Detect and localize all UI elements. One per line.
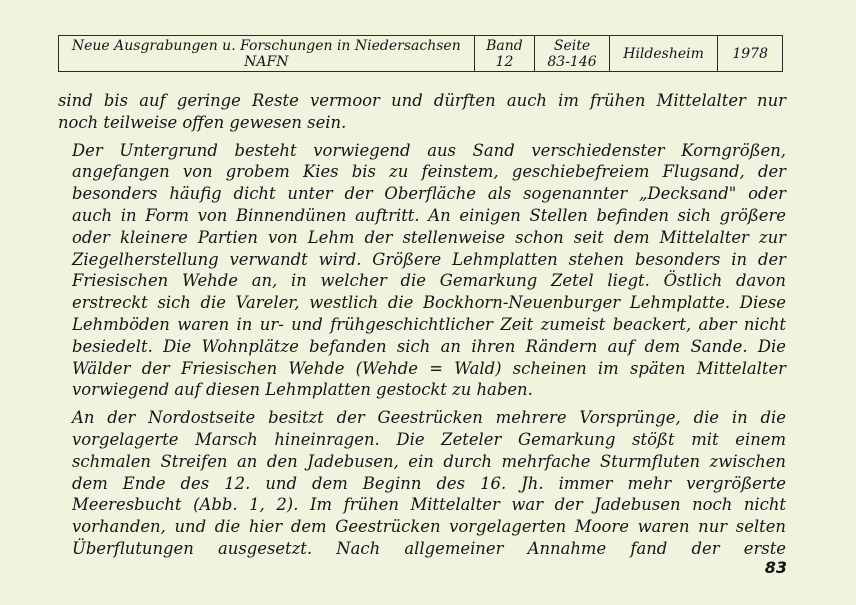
seite-cell: [535, 36, 609, 72]
text-line: erstreckt sich die Vareler, westlich die Bockhorn-Neuenburger Lehmplatte. Diese: [72, 293, 786, 313]
text-line: vorhanden, und die hier dem Geestrücken vorgelagerten Moore waren nur selten: [72, 517, 786, 537]
series-title-cell: [59, 36, 475, 72]
band-cell: [474, 36, 535, 72]
place-cell: [609, 36, 718, 72]
text-line: Lehmböden waren in ur- und frühgeschichtlicher Zeit zumeist beackert, aber nicht: [72, 314, 786, 334]
body-text: [58, 90, 786, 560]
text-line: angefangen von grobem Kies bis zu feinstem, geschiebefreiem Flugsand, der: [72, 162, 786, 182]
text-line: vorwiegend auf diesen Lehmplatten gestockt zu haben.: [72, 380, 533, 400]
text-line: Der Untergrund besteht vorwiegend aus Sand verschiedenster Korngrößen,: [72, 140, 786, 160]
band-value: 12: [495, 53, 514, 70]
series-abbreviation: NAFN: [244, 53, 289, 70]
paragraph-2: [58, 140, 786, 402]
text-line: Wälder der Friesischen Wehde (Wehde = Wald) scheinen im späten Mittelalter: [72, 358, 786, 378]
publication-year: 1978: [732, 45, 768, 62]
text-line: Überflutungen ausgesetzt. Nach allgemeiner Annahme fand der erste: [72, 538, 786, 558]
text-line: Friesischen Wehde an, in welcher die Gemarkung Zetel liegt. Östlich davon: [72, 271, 786, 291]
text-line: Ziegelherstellung verwandt wird. Größere Lehmplatten stehen besonders in der: [72, 249, 786, 269]
band-label: Band: [486, 37, 523, 54]
text-line: oder kleinere Partien von Lehm der stellenweise schon seit dem Mittelalter zur: [72, 227, 786, 247]
text-line: noch teilweise offen gewesen sein.: [58, 112, 347, 132]
text-line: vorgelagerte Marsch hineinragen. Die Zeteler Gemarkung stößt mit einem: [72, 429, 786, 449]
publication-place: Hildesheim: [623, 45, 704, 62]
text-line: auch in Form von Binnendünen auftritt. An einigen Stellen befinden sich größere: [72, 205, 786, 225]
paragraph-1: [58, 90, 786, 134]
header-table: [58, 35, 783, 72]
text-line: besiedelt. Die Wohnplätze befanden sich an ihren Rändern auf dem Sande. Die: [72, 336, 786, 356]
text-line: An der Nordostseite besitzt der Geestrücken mehrere Vorsprünge, die in die: [72, 408, 786, 428]
year-cell: [718, 36, 783, 72]
paragraph-3: [58, 407, 786, 560]
seite-label: Seite: [553, 37, 591, 54]
text-line: sind bis auf geringe Reste vermoor und dürften auch im frühen Mittelalter nur: [58, 91, 786, 110]
seite-value: 83-146: [547, 53, 597, 70]
text-line: Meeresbucht (Abb. 1, 2). Im frühen Mittelalter war der Jadebusen noch nicht: [72, 495, 786, 515]
page-number: 83: [764, 558, 787, 577]
text-line: dem Ende des 12. und dem Beginn des 16. Jh. immer mehr vergrößerte: [72, 473, 786, 493]
text-line: schmalen Streifen an den Jadebusen, ein durch mehrfache Sturmfluten zwischen: [72, 451, 786, 471]
text-line: besonders häufig dicht unter der Oberfläche als sogenannter „Decksand" oder: [72, 184, 786, 204]
series-title: Neue Ausgrabungen u. Forschungen in Niedersachsen: [71, 37, 461, 54]
